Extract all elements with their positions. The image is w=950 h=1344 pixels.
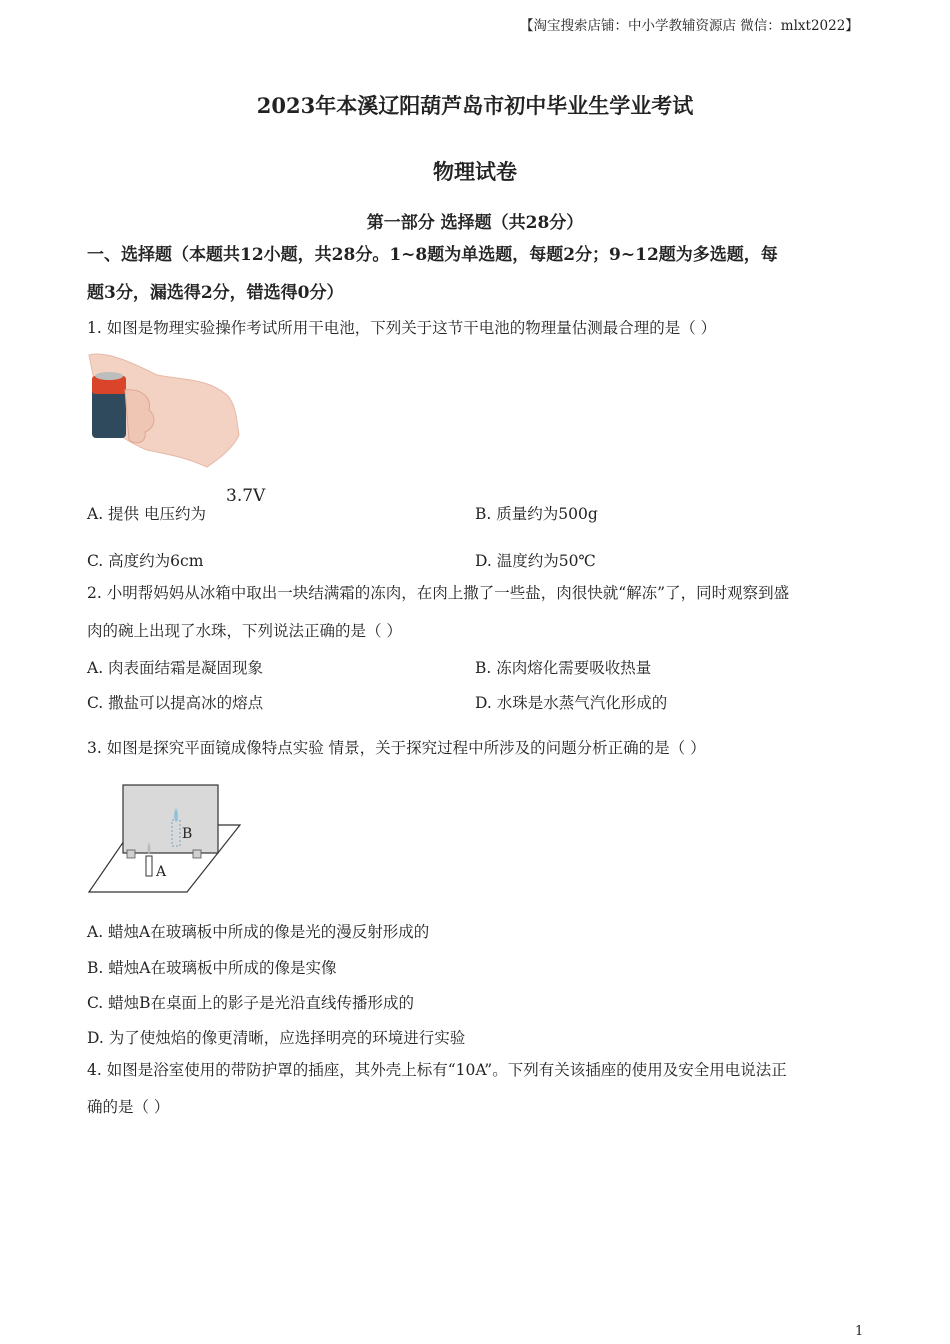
- q3-option-b: B. 蜡烛A在玻璃板中所成的像是实像: [87, 959, 337, 977]
- question-1-stem: 1. 如图是物理实验操作考试所用干电池，下列关于这节干电池的物理量估测最合理的是（ ）: [87, 319, 717, 337]
- page-number: 1: [855, 1324, 864, 1339]
- header-note: 【淘宝搜索店铺：中小学教辅资源店 微信：mlxt2022】: [520, 18, 859, 34]
- section-heading-line2: 题3分，漏选得2分，错选得0分）: [87, 283, 344, 303]
- question-4-stem-line2: 确的是（ ）: [87, 1098, 170, 1116]
- q1-option-a: A. 提供 电压约为: [87, 505, 206, 523]
- battery-cap: [95, 372, 123, 380]
- q1-option-c: C. 高度约为6cm: [87, 552, 204, 570]
- q2-option-d: D. 水珠是水蒸气汽化形成的: [475, 694, 668, 712]
- q1-option-d: D. 温度约为50℃: [475, 552, 596, 570]
- exam-subtitle: 物理试卷: [433, 159, 517, 184]
- figure-label-a: A: [156, 864, 167, 880]
- figure-label-b: B: [182, 826, 193, 842]
- holder-left: [127, 850, 135, 858]
- question-3-stem: 3. 如图是探究平面镜成像特点实验 情景，关于探究过程中所涉及的问题分析正确的是（ ）: [87, 739, 706, 757]
- q2-option-b: B. 冻肉熔化需要吸收热量: [475, 659, 652, 677]
- question-2-stem-line2: 肉的碗上出现了水珠，下列说法正确的是（ ）: [87, 622, 402, 640]
- part-heading: 第一部分 选择题（共28分）: [366, 213, 584, 233]
- question-4-stem-line1: 4. 如图是浴室使用的带防护罩的插座，其外壳上标有“10A”。下列有关该插座的使用及安全用电说法正: [87, 1061, 787, 1079]
- plane-mirror-experiment-figure: [87, 780, 247, 895]
- exam-title: 2023年本溪辽阳葫芦岛市初中毕业生学业考试: [256, 93, 694, 118]
- glass-plate: [123, 785, 218, 853]
- q3-option-c: C. 蜡烛B在桌面上的影子是光沿直线传播形成的: [87, 994, 415, 1012]
- q3-option-a: A. 蜡烛A在玻璃板中所成的像是光的漫反射形成的: [87, 923, 430, 941]
- q1-option-a-value: 3.7V: [226, 486, 266, 506]
- candle-a: [146, 856, 152, 876]
- q1-option-b: B. 质量约为500g: [475, 505, 598, 523]
- q2-option-a: A. 肉表面结霜是凝固现象: [87, 659, 264, 677]
- q2-option-c: C. 撒盐可以提高冰的熔点: [87, 694, 264, 712]
- q3-option-d: D. 为了使烛焰的像更清晰，应选择明亮的环境进行实验: [87, 1029, 466, 1047]
- section-heading-line1: 一、选择题（本题共12小题，共28分。1~8题为单选题，每题2分；9~12题为多选题，每: [87, 245, 778, 265]
- battery-in-hand-figure: [87, 350, 242, 470]
- question-2-stem-line1: 2. 小明帮妈妈从冰箱中取出一块结满霜的冻肉，在肉上撒了一些盐，肉很快就“解冻”了，同时观察到盛: [87, 584, 790, 602]
- holder-right: [193, 850, 201, 858]
